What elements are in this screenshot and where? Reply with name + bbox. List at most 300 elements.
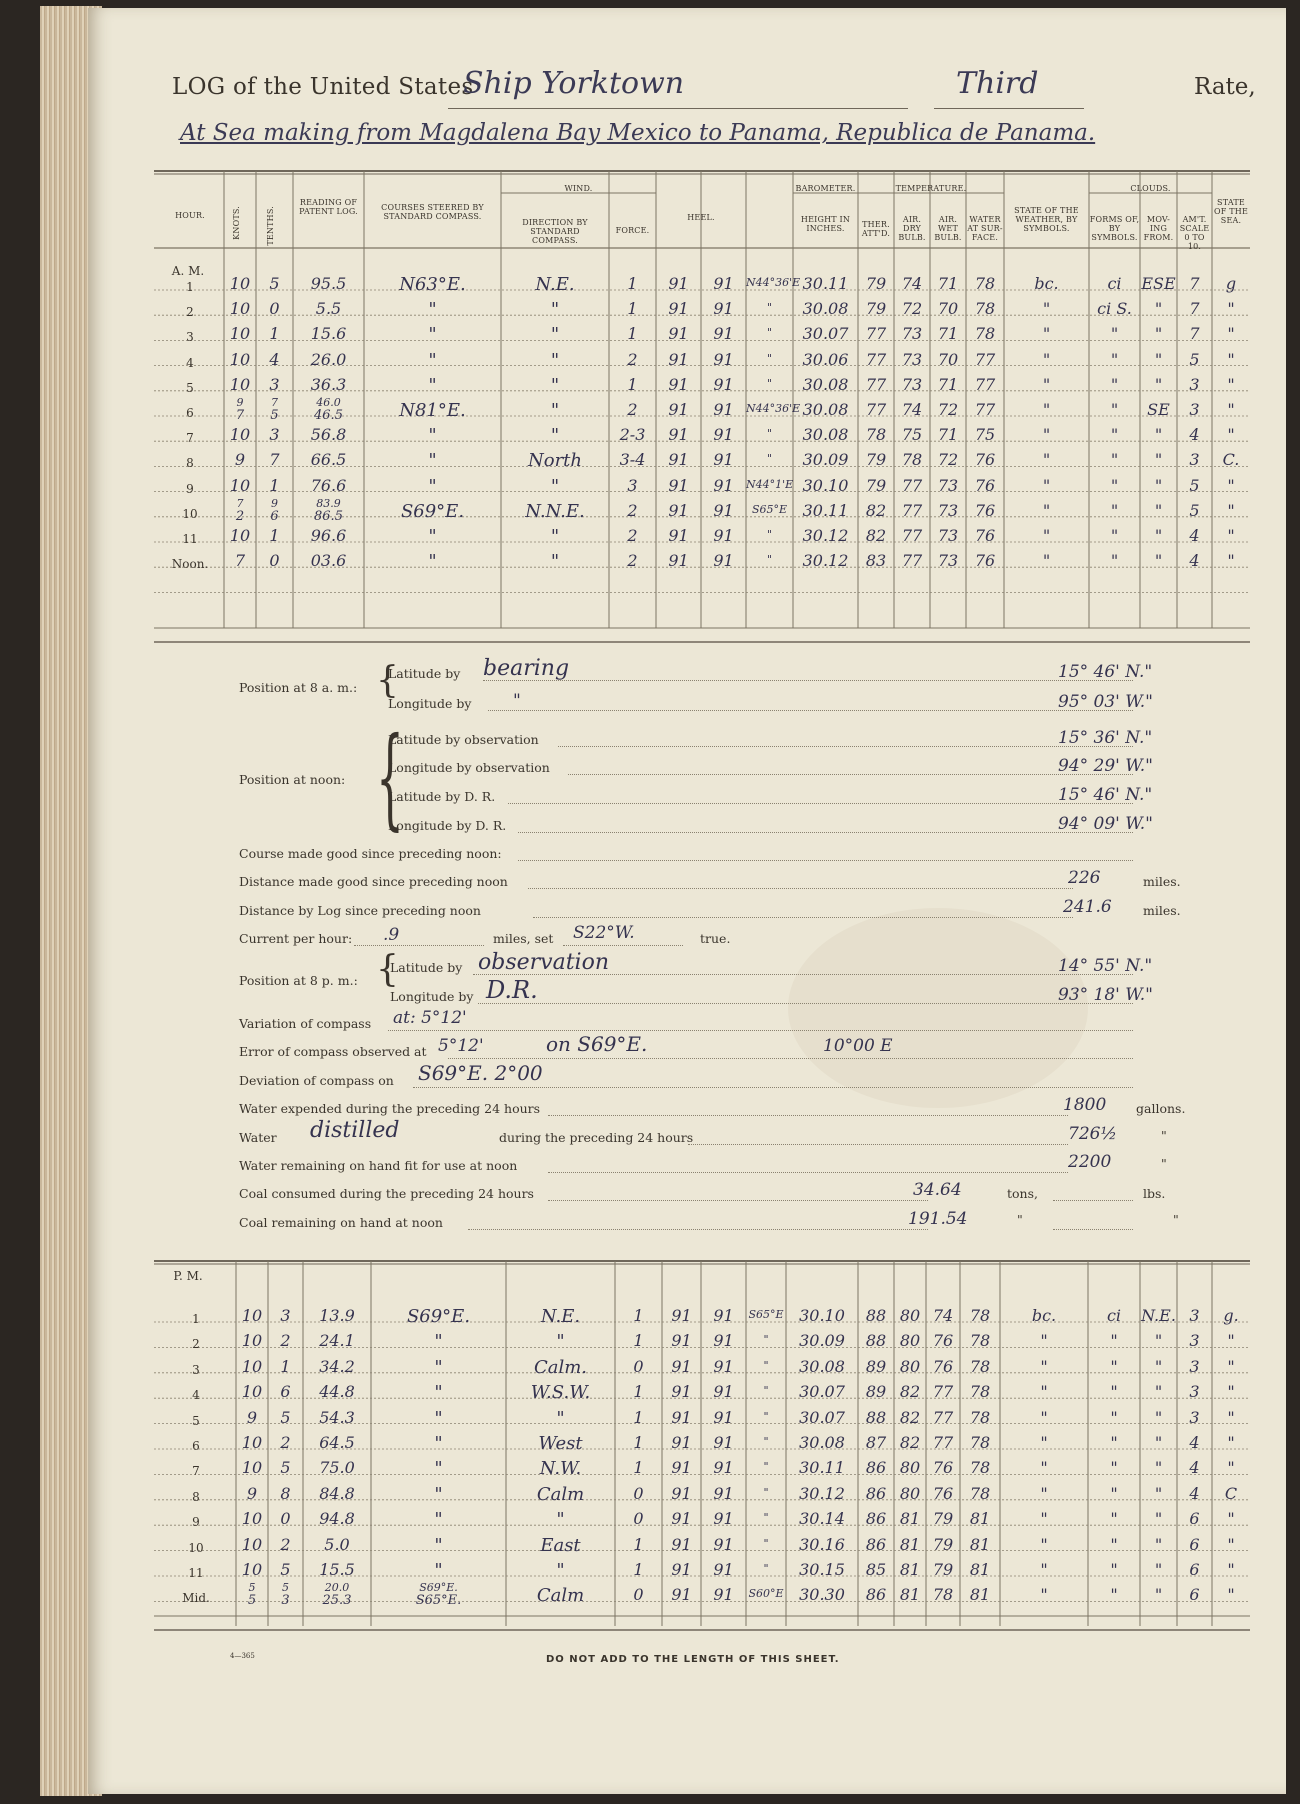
am-hour-label: 5 [186,380,194,395]
dist-good-value: 226 [1068,868,1101,888]
am-course-cell: " [428,374,437,396]
pm-mov-cell: " [1154,1509,1163,1529]
pm-course-cell: " [434,1560,443,1581]
pm-k-cell: 10 [241,1458,263,1478]
am-dry-cell: 78 [901,450,923,470]
am-h1-cell: 91 [668,400,689,419]
pm-amt-cell: 6 [1189,1560,1200,1579]
pm-h2-cell: 91 [713,1458,734,1478]
pos-noon-label: Position at noon: [239,772,346,787]
pm-wdir-cell: East [540,1534,581,1556]
am-wet-cell: 73 [937,526,959,545]
pm-wdir-cell: " [556,1331,565,1353]
am-t-cell: 6 [270,508,279,524]
pm-log-cell: 75.0 [319,1458,355,1478]
am-amt-cell: 5 [1189,475,1200,495]
am-amt-cell: 7 [1189,274,1200,293]
am-h2-cell: 91 [713,274,734,293]
lat-8pm-value: 14° 55' N." [1058,956,1153,976]
am-water-cell: 76 [974,450,996,470]
am-log-cell: 86.5 [314,508,343,524]
am-force-cell: 3 [627,475,638,495]
am-mov-cell: " [1154,425,1163,445]
pm-h2-cell: 91 [713,1331,734,1351]
am-force-cell: 2 [627,551,638,571]
pm-ther-cell: 86 [865,1534,887,1554]
pm-amt-cell: 6 [1189,1509,1200,1529]
am-log-cell: 03.6 [310,551,347,571]
am-dev-cell: " [766,376,773,390]
pm-ther-cell: 88 [865,1407,887,1427]
am-mov-cell: " [1154,450,1163,470]
miles-label-1: miles. [1143,874,1181,889]
am-wet-cell: 73 [937,475,959,495]
am-log-cell: 15.6 [310,324,347,344]
pm-h2-cell: 91 [713,1306,734,1325]
pm-mov-cell: N.E. [1141,1306,1176,1325]
pm-amt-cell: 4 [1189,1458,1200,1478]
pm-amt-cell: 3 [1189,1356,1200,1376]
am-h2-cell: 91 [713,400,734,419]
pm-mov-cell: " [1154,1458,1163,1478]
am-wdir-cell: " [550,299,560,321]
am-dry-cell: 73 [901,349,923,369]
pm-log-cell: 44.8 [319,1382,355,1402]
pm-h2-cell: 91 [713,1560,734,1579]
lon-8am-value: 95° 03' W." [1058,692,1153,712]
am-h1-cell: 91 [668,551,689,571]
pm-bar-cell: 30.10 [799,1306,845,1325]
pm-ther-cell: 89 [865,1382,887,1402]
am-force-cell: 1 [627,299,638,319]
pm-h2-cell: 91 [713,1509,734,1529]
pm-h1-cell: 91 [671,1407,692,1427]
pm-ther-cell: 86 [865,1483,887,1503]
pm-wdir-cell: " [556,1407,565,1429]
am-dry-cell: 77 [901,500,923,520]
coal-consumed-value: 34.64 [913,1180,962,1200]
am-log-cell: 26.0 [310,349,347,369]
am-wdir-cell: " [550,400,560,421]
am-dry-cell: 77 [901,475,923,495]
am-h1-cell: 91 [668,526,689,545]
pm-h2-cell: 91 [713,1483,734,1503]
am-course-cell: " [428,551,437,573]
am-k-cell: 10 [229,475,251,495]
am-sea-cell: C. [1222,450,1240,470]
pm-wet-cell: 79 [932,1509,954,1529]
water-distilled-label: Water [239,1130,277,1145]
pm-dry-cell: 81 [899,1534,921,1554]
pm-h1-cell: 91 [671,1331,692,1351]
am-water-cell: 78 [974,274,996,293]
pm-log-cell: 15.5 [319,1560,355,1579]
pm-bar-cell: 30.15 [799,1560,845,1579]
am-mov-cell: " [1154,500,1163,520]
am-course-cell: " [428,450,437,472]
pm-k-cell: 9 [246,1407,258,1427]
pm-dev-cell: " [763,1562,769,1575]
lon-8pm-method: D.R. [486,976,538,1004]
pm-mov-cell: " [1154,1433,1163,1452]
am-h2-cell: 91 [713,324,734,344]
pm-k-cell: 5 [247,1593,257,1609]
am-dry-cell: 77 [901,551,923,571]
am-wet-cell: 73 [937,551,959,571]
pm-dev-cell: " [763,1333,769,1347]
water-remaining-label: Water remaining on hand fit for use at noon [239,1158,518,1173]
ditto-3: " [1017,1212,1023,1227]
am-bar-cell: 30.11 [802,500,849,520]
pm-h1-cell: 91 [671,1585,692,1605]
am-forms-cell: " [1110,349,1119,369]
pm-log-cell: 34.2 [319,1356,355,1376]
am-dev-cell: N44°36'E [746,276,801,289]
am-h2-cell: 91 [713,551,734,571]
am-wdir-cell: " [550,475,560,497]
am-h1-cell: 91 [668,299,689,319]
am-dev-cell: " [766,326,773,340]
lat-8pm-method: observation [478,950,609,975]
am-mov-cell: " [1154,551,1163,571]
pm-forms-cell: ci [1106,1306,1122,1325]
am-wx-cell: " [1042,425,1051,445]
pm-k-cell: 5 [248,1581,256,1595]
pm-dry-cell: 80 [899,1483,921,1503]
current-value: .9 [383,925,400,945]
pm-hour-label: 2 [192,1337,200,1352]
pm-wdir-cell: " [556,1560,565,1581]
dist-log-label: Distance by Log since preceding noon [239,903,481,918]
pm-ther-cell: 88 [865,1331,887,1351]
am-hour-label: 9 [186,481,194,496]
am-k-cell: 10 [229,425,251,445]
pm-mov-cell: " [1154,1560,1163,1579]
variation-label: Variation of compass [239,1016,372,1031]
pm-sea-cell: g. [1223,1306,1239,1325]
pm-k-cell: 9 [246,1483,258,1503]
lon-dr-label: Longitude by D. R. [388,818,507,833]
am-wdir-cell: " [550,324,560,346]
am-forms-cell: ci [1107,274,1122,293]
am-amt-cell: 4 [1189,526,1200,545]
pm-dry-cell: 81 [899,1509,921,1529]
col-cloud-forms: FORMS OF, BY SYMBOLS. [1089,215,1140,242]
am-forms-cell: " [1110,475,1119,495]
pm-mov-cell: " [1154,1407,1163,1427]
am-wx-cell: " [1042,450,1051,470]
pm-sea-cell: " [1227,1382,1235,1402]
lat-dr-label: Latitude by D. R. [388,789,496,804]
pm-sea-cell: " [1227,1458,1235,1478]
pm-course-cell: S65°E. [415,1593,462,1609]
am-h2-cell: 91 [713,299,734,319]
deviation-label: Deviation of compass on [239,1073,394,1088]
col-barometer: BAROMETER. [795,184,856,193]
pm-hour-label: 6 [192,1439,200,1453]
col-knots: KNOTS. [232,206,241,240]
am-force-cell: 3-4 [619,450,646,470]
am-forms-cell: " [1110,324,1119,344]
am-forms-cell: " [1110,551,1119,571]
pm-mov-cell: " [1154,1382,1163,1402]
pm-dry-cell: 82 [899,1433,921,1452]
pm-forms-cell: " [1110,1407,1118,1427]
col-sea: STATE OF THE SEA. [1213,198,1248,225]
water-distilled-amount: 726½ [1068,1124,1117,1144]
col-air-wet: AIR. WET BULB. [934,215,962,242]
pm-t-cell: 5 [282,1581,289,1595]
pm-hour-label: 4 [192,1388,200,1403]
am-wdir-cell: North [527,450,583,472]
pm-k-cell: 10 [241,1306,263,1325]
am-bar-cell: 30.12 [802,551,849,571]
am-ther-cell: 78 [865,425,887,445]
am-water-cell: 76 [974,551,996,571]
am-wet-cell: 72 [937,400,959,419]
am-ther-cell: 77 [865,324,887,344]
am-mov-cell: " [1154,299,1163,319]
am-dev-cell: " [766,452,773,466]
am-ther-cell: 83 [865,551,887,571]
am-amt-cell: 7 [1189,299,1200,319]
pm-log-cell: 5.0 [324,1534,350,1554]
course-good-label: Course made good since preceding noon: [239,846,502,861]
am-forms-cell: " [1110,500,1119,520]
lon-8pm-by-label: Longitude by [390,989,474,1004]
pm-ther-cell: 87 [865,1433,887,1452]
pm-k-cell: 10 [241,1560,263,1579]
pm-hour-label: 8 [192,1489,200,1504]
miles-label-2: miles. [1143,903,1181,918]
am-water-cell: 76 [974,526,996,545]
pm-wet-cell: 74 [932,1306,954,1325]
pm-course-cell: " [434,1407,443,1429]
am-h1-cell: 91 [668,450,689,470]
pm-force-cell: 1 [633,1407,644,1427]
col-patent-log: READING OF PATENT LOG. [299,198,358,216]
pm-forms-cell: " [1110,1458,1118,1478]
set-value: S22°W. [573,923,635,943]
am-mov-cell: " [1154,475,1163,495]
pm-course-cell: S69°E. [419,1581,458,1595]
am-forms-cell: " [1110,374,1119,394]
col-wind-direction: DIRECTION BY STANDARD COMPASS. [522,218,588,245]
pm-amt-cell: 4 [1189,1433,1200,1452]
pm-h2-cell: 91 [713,1407,734,1427]
pm-dry-cell: 81 [899,1560,921,1579]
am-ther-cell: 79 [865,475,887,495]
pm-dev-cell: " [763,1358,769,1372]
pm-amt-cell: 3 [1189,1407,1200,1427]
am-force-cell: 2 [627,526,638,545]
pm-sea-cell: " [1227,1407,1235,1427]
am-h1-cell: 91 [668,349,689,369]
am-sea-cell: " [1227,551,1235,571]
am-k-cell: 2 [235,508,245,524]
pm-h2-cell: 91 [713,1433,734,1452]
am-bar-cell: 30.08 [802,374,849,394]
col-clouds: CLOUDS. [1130,184,1171,193]
am-amt-cell: 3 [1189,374,1200,394]
am-h2-cell: 91 [713,349,734,369]
pm-wet-cell: 78 [932,1585,954,1605]
pm-wx-cell: " [1040,1407,1048,1427]
water-remaining-value: 2200 [1068,1152,1112,1172]
pm-t-cell: 1 [280,1356,291,1376]
pm-h1-cell: 91 [671,1356,692,1376]
am-t-cell: 4 [269,349,280,369]
pm-sea-cell: " [1227,1560,1235,1579]
pm-h2-cell: 91 [713,1585,734,1605]
am-course-cell: " [428,475,437,497]
pm-dev-cell: " [763,1511,769,1525]
am-dev-cell: N44°36'E [746,402,801,415]
pm-hour-label: 7 [192,1464,200,1479]
pm-h1-cell: 91 [671,1306,692,1325]
am-wx-cell: " [1042,475,1051,495]
am-mov-cell: SE [1147,400,1170,419]
pm-k-cell: 10 [241,1382,263,1402]
pm-dev-cell: S60°E [748,1587,784,1601]
pm-ther-cell: 86 [865,1458,887,1478]
am-mov-cell: " [1154,374,1163,394]
lon-8pm-value: 93° 18' W." [1058,985,1153,1005]
pm-course-cell: " [434,1382,443,1404]
am-force-cell: 2 [627,500,638,520]
am-dev-cell: S65°E [751,502,788,516]
col-cloud-moving: MOV-ING FROM. [1143,215,1174,242]
am-t-cell: 3 [269,425,280,445]
am-mov-cell: ESE [1141,274,1176,293]
pm-amt-cell: 6 [1189,1585,1200,1605]
am-log-cell: 5.5 [315,299,342,319]
am-amt-cell: 3 [1189,450,1200,470]
pm-bar-cell: 30.07 [799,1382,845,1402]
am-ther-cell: 82 [865,526,887,545]
am-hour-label: 1 [186,280,194,294]
am-t-cell: 5 [270,408,279,423]
pm-dry-cell: 82 [899,1382,921,1402]
pm-k-cell: 10 [241,1356,263,1376]
am-water-cell: 77 [974,400,996,419]
am-h1-cell: 91 [668,425,689,445]
pm-sea-cell: " [1227,1509,1235,1529]
am-wx-cell: " [1042,299,1051,319]
pm-force-cell: 0 [633,1585,644,1605]
pm-wet-cell: 79 [932,1560,954,1579]
true-label: true. [700,931,731,946]
pm-wx-cell: " [1040,1382,1048,1402]
pm-sea-cell: " [1227,1331,1235,1351]
am-log-cell: 95.5 [310,274,347,293]
pm-dev-cell: " [763,1536,769,1550]
am-log-cell: 46.0 [316,396,341,409]
col-heel: HEEL. [687,213,715,222]
pm-mov-cell: " [1154,1356,1163,1376]
pm-wet-cell: 76 [932,1483,954,1503]
am-water-cell: 76 [974,475,996,495]
pos-8am-label: Position at 8 a. m.: [239,680,358,695]
am-h2-cell: 91 [713,526,734,545]
tons-label: tons, [1007,1186,1038,1201]
pm-h1-cell: 91 [671,1382,692,1402]
pm-log-cell: 13.9 [319,1306,355,1325]
am-water-cell: 77 [974,349,996,369]
pm-wx-cell: " [1040,1458,1048,1478]
am-sea-cell: " [1227,374,1235,394]
lat-by-label: Latitude by [388,666,461,681]
deviation-value: S69°E. 2°00 [418,1061,543,1085]
pm-dev-cell: S65°E [748,1308,784,1321]
coal-consumed-label: Coal consumed during the preceding 24 hours [239,1186,534,1201]
col-cloud-amount: AM'T. SCALE 0 TO 10. [1179,215,1210,251]
pm-log-cell: 54.3 [319,1407,355,1427]
am-bar-cell: 30.12 [802,526,849,545]
am-h1-cell: 91 [668,374,689,394]
pm-forms-cell: " [1110,1382,1118,1402]
pm-water-cell: 78 [969,1433,991,1452]
pm-log-cell: 24.1 [319,1331,355,1351]
am-dev-cell: N44°1'E [746,477,794,491]
pm-water-cell: 81 [969,1534,991,1554]
am-sea-cell: " [1227,526,1235,545]
am-force-cell: 2 [627,400,638,419]
pm-log-cell: 84.8 [319,1483,355,1503]
am-sea-cell: " [1227,500,1235,520]
am-k-cell: 10 [229,349,251,369]
pm-hour-label: 10 [188,1540,204,1555]
am-dry-cell: 72 [901,299,923,319]
pm-course-cell: " [434,1433,443,1454]
am-hour-label: 6 [186,406,194,420]
rate-label: Rate, [1194,74,1256,100]
lon-obs-label: Longitude by observation [388,760,550,775]
am-amt-cell: 4 [1189,551,1200,571]
pm-course-cell: S69°E. [406,1306,471,1327]
pm-forms-cell: " [1110,1433,1118,1452]
pm-wx-cell: " [1040,1483,1048,1503]
am-bar-cell: 30.08 [802,425,849,445]
pm-t-cell: 6 [280,1382,291,1402]
water-expended-value: 1800 [1063,1095,1107,1115]
pm-t-cell: 2 [280,1433,291,1452]
water-expended-label: Water expended during the preceding 24 hours [239,1101,541,1116]
am-forms-cell: " [1110,526,1119,545]
pm-wx-cell: " [1040,1534,1048,1554]
pm-water-cell: 78 [969,1407,991,1427]
pm-bar-cell: 30.12 [799,1483,845,1503]
coal-remaining-value: 191.54 [908,1209,968,1229]
pm-water-cell: 81 [969,1560,991,1579]
pm-mov-cell: " [1154,1331,1163,1351]
dist-log-value: 241.6 [1063,897,1112,917]
pos-8pm-label: Position at 8 p. m.: [239,973,358,988]
pm-bar-cell: 30.08 [799,1356,845,1376]
am-wx-cell: " [1042,526,1051,545]
am-dry-cell: 73 [901,324,923,344]
am-hour-label: 2 [186,305,194,320]
pm-log-cell: 64.5 [319,1433,355,1452]
am-t-cell: 1 [269,475,280,495]
lon-by-label: Longitude by [388,696,472,711]
col-courses: COURSES STEERED BY STANDARD COMPASS. [381,203,484,221]
am-force-cell: 1 [627,374,638,394]
am-log-cell: 96.6 [310,526,347,545]
col-wind: WIND. [564,184,593,193]
am-dry-cell: 77 [901,526,923,545]
pm-bar-cell: 30.07 [799,1407,845,1427]
